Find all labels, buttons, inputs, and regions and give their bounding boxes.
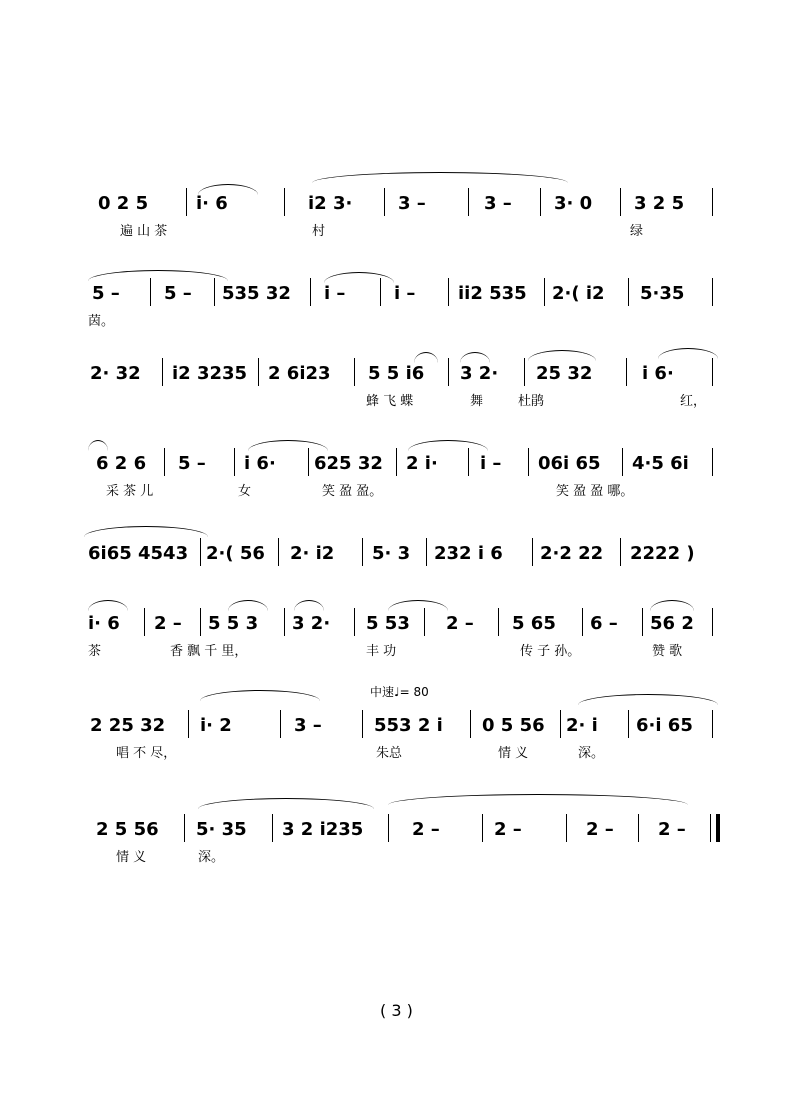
measure: 2·2 22 — [540, 543, 604, 564]
measure: 5·35 — [640, 283, 685, 304]
barline — [560, 710, 561, 738]
measure: 3 – — [484, 193, 512, 214]
barline — [380, 278, 381, 306]
lyric: 村 — [312, 224, 326, 239]
tempo-mark: 中速♩= 80 — [370, 685, 429, 699]
barline — [384, 188, 385, 216]
barline — [354, 608, 355, 636]
lyric: 赞 歌 — [652, 644, 683, 659]
slur — [88, 600, 128, 611]
barline — [482, 814, 483, 842]
lyric: 茶 — [88, 644, 102, 659]
lyric: 香 飘 千 里， — [170, 644, 248, 659]
barline — [528, 448, 529, 476]
slur — [248, 440, 328, 451]
lyric: 蜂 飞 蝶 — [366, 394, 414, 409]
slur — [528, 350, 596, 361]
lyric: 遍 山 茶 — [120, 224, 168, 239]
measure: 25 32 — [536, 363, 593, 384]
measure: 2 – — [446, 613, 474, 634]
barline — [188, 710, 189, 738]
score-system-1 — [88, 186, 720, 242]
measure: 2· i2 — [290, 543, 335, 564]
lyric: 红， — [680, 394, 707, 409]
barline — [638, 814, 639, 842]
slur — [388, 600, 448, 611]
slur — [88, 440, 108, 451]
tie — [408, 440, 488, 451]
measure: i· 6 — [88, 613, 120, 634]
barline — [424, 608, 425, 636]
measure: 56 2 — [650, 613, 694, 634]
measure: 5 – — [178, 453, 206, 474]
barline — [214, 278, 215, 306]
barline — [310, 278, 311, 306]
measure: 5 – — [164, 283, 192, 304]
measure: 3 – — [294, 715, 322, 736]
measure: 2 – — [412, 819, 440, 840]
final-barline — [716, 814, 720, 842]
measure: 3 – — [398, 193, 426, 214]
tie — [198, 798, 374, 809]
lyric: 唱 不 尽， — [116, 746, 177, 761]
measure: 5 65 — [512, 613, 556, 634]
barline — [712, 278, 713, 306]
lyric: 茵。 — [88, 314, 115, 329]
slur — [294, 600, 324, 611]
slur — [228, 600, 268, 611]
barline — [200, 538, 201, 566]
measure: 5 5 3 — [208, 613, 259, 634]
barline — [582, 608, 583, 636]
measure: 5· 3 — [372, 543, 411, 564]
measure: 0 2 5 — [98, 193, 149, 214]
score-system-8 — [88, 812, 720, 868]
measure: i – — [394, 283, 416, 304]
measure: 0 5 56 — [482, 715, 545, 736]
barline — [396, 448, 397, 476]
barline — [498, 608, 499, 636]
measure: 553 2 i — [374, 715, 443, 736]
measure: ii2 535 — [458, 283, 527, 304]
barline — [468, 448, 469, 476]
barline — [426, 538, 427, 566]
score-system-6 — [88, 606, 720, 662]
measure: 3 2 5 — [634, 193, 685, 214]
barline — [712, 608, 713, 636]
barline — [164, 448, 165, 476]
measure: 5 53 — [366, 613, 410, 634]
lyric: 舞 — [470, 394, 484, 409]
barline — [468, 188, 469, 216]
tie — [84, 526, 208, 537]
tie — [658, 348, 718, 359]
barline — [284, 608, 285, 636]
barline — [470, 710, 471, 738]
tie — [312, 172, 568, 183]
lyric: 情 义 — [498, 746, 529, 761]
score-system-3 — [88, 356, 720, 412]
measure: 2 – — [586, 819, 614, 840]
slur — [88, 270, 228, 281]
barline — [284, 188, 285, 216]
barline — [712, 188, 713, 216]
measure: 06i 65 — [538, 453, 601, 474]
lyric: 朱总 — [376, 746, 403, 761]
measure: 2 – — [154, 613, 182, 634]
barline — [712, 358, 713, 386]
lyric: 笑 盈 盈。 — [322, 484, 383, 499]
measure: 6·i 65 — [636, 715, 693, 736]
barline — [642, 608, 643, 636]
barline — [234, 448, 235, 476]
score-system-7 — [88, 708, 720, 764]
lyric: 采 茶 儿 — [106, 484, 154, 499]
barline — [144, 608, 145, 636]
lyric: 丰 功 — [366, 644, 397, 659]
barline — [524, 358, 525, 386]
barline — [354, 358, 355, 386]
barline — [712, 448, 713, 476]
lyric: 深。 — [198, 850, 225, 865]
slur — [324, 272, 394, 283]
lyric: 女 — [238, 484, 252, 499]
measure: 2·( i2 — [552, 283, 605, 304]
barline — [184, 814, 185, 842]
measure: 2 – — [658, 819, 686, 840]
measure: i 6· — [642, 363, 674, 384]
measure: 232 i 6 — [434, 543, 503, 564]
barline — [150, 278, 151, 306]
measure: 625 32 — [314, 453, 383, 474]
measure: 2 – — [494, 819, 522, 840]
barline — [186, 188, 187, 216]
measure: i2 3· — [308, 193, 353, 214]
measure: 4·5 6i — [632, 453, 689, 474]
barline — [362, 710, 363, 738]
barline — [278, 538, 279, 566]
barline — [710, 814, 711, 842]
lyric: 绿 — [630, 224, 644, 239]
barline — [388, 814, 389, 842]
measure: 3 2 i235 — [282, 819, 364, 840]
measure: i· 2 — [200, 715, 232, 736]
lyric: 传 子 孙。 — [520, 644, 581, 659]
measure: i – — [480, 453, 502, 474]
barline — [628, 278, 629, 306]
barline — [258, 358, 259, 386]
barline — [566, 814, 567, 842]
barline — [272, 814, 273, 842]
lyric: 深。 — [578, 746, 605, 761]
page-number: ( 3 ) — [380, 1001, 413, 1020]
tie — [200, 690, 320, 701]
measure: i – — [324, 283, 346, 304]
measure: 6i65 4543 — [88, 543, 189, 564]
measure: 2 25 32 — [90, 715, 166, 736]
barline — [620, 538, 621, 566]
measure: i2 3235 — [172, 363, 248, 384]
measure: 3· 0 — [554, 193, 593, 214]
tie — [578, 694, 718, 705]
measure: 3 2· — [292, 613, 331, 634]
measure: 6 2 6 — [96, 453, 147, 474]
barline — [362, 538, 363, 566]
measure: 5· 35 — [196, 819, 247, 840]
slur — [650, 600, 694, 611]
score-system-4 — [88, 446, 720, 502]
barline — [162, 358, 163, 386]
barline — [308, 448, 309, 476]
barline — [628, 710, 629, 738]
barline — [540, 188, 541, 216]
barline — [622, 448, 623, 476]
measure: 2· i — [566, 715, 598, 736]
lyric: 笑 盈 盈 哪。 — [556, 484, 634, 499]
barline — [544, 278, 545, 306]
measure: 2 6i23 — [268, 363, 331, 384]
measure: 5 – — [92, 283, 120, 304]
barline — [448, 358, 449, 386]
barline — [448, 278, 449, 306]
measure: 2 5 56 — [96, 819, 159, 840]
measure: 5 5 i6 — [368, 363, 425, 384]
slur — [460, 352, 490, 363]
measure: 535 32 — [222, 283, 291, 304]
barline — [712, 710, 713, 738]
barline — [200, 608, 201, 636]
lyric: 杜鹃 — [518, 394, 545, 409]
barline — [626, 358, 627, 386]
measure: 6 – — [590, 613, 618, 634]
tie — [388, 794, 688, 805]
score-system-2 — [88, 276, 720, 332]
measure: 2222 ) — [630, 543, 695, 564]
measure: i· 6 — [196, 193, 228, 214]
measure: i 6· — [244, 453, 276, 474]
measure: 2· 32 — [90, 363, 141, 384]
barline — [620, 188, 621, 216]
lyric: 情 义 — [116, 850, 147, 865]
measure: 2 i· — [406, 453, 438, 474]
measure: 3 2· — [460, 363, 499, 384]
measure: 2·( 56 — [206, 543, 265, 564]
barline — [532, 538, 533, 566]
barline — [280, 710, 281, 738]
slur — [414, 352, 438, 363]
score-system-5 — [88, 536, 720, 592]
